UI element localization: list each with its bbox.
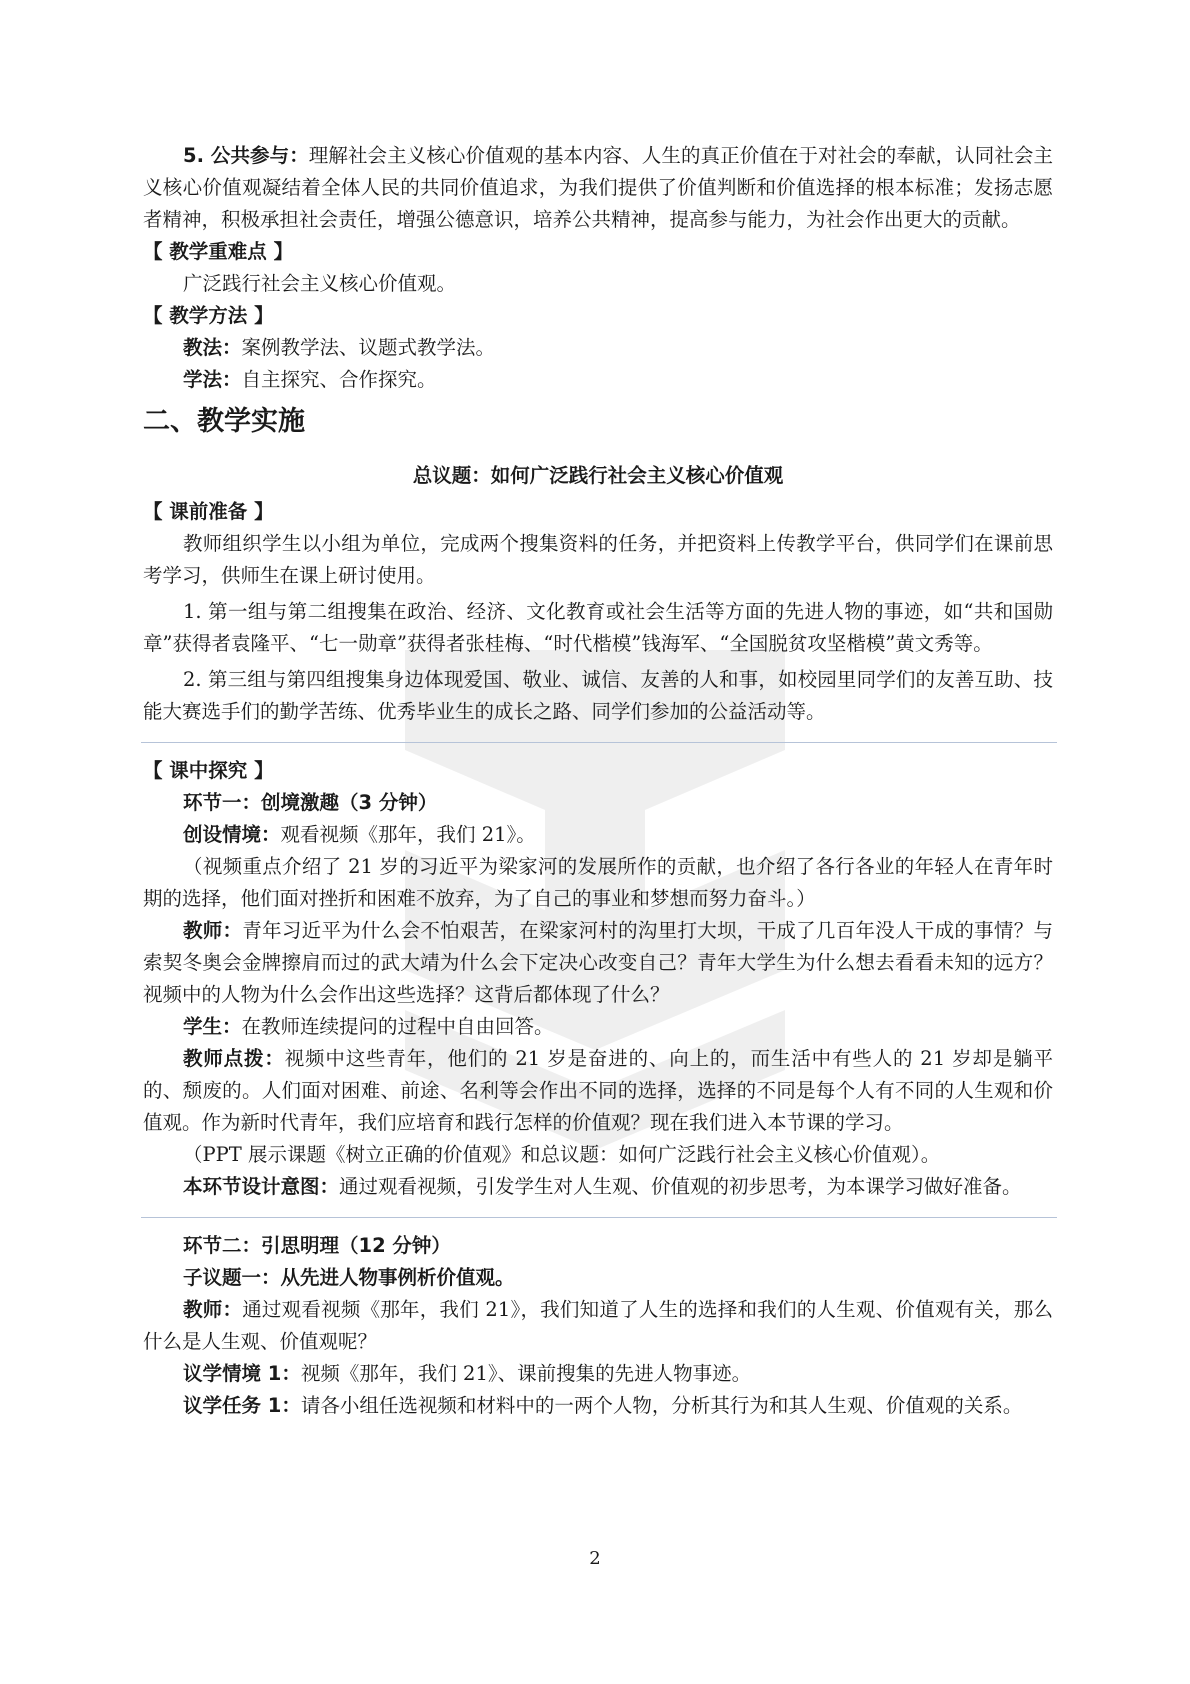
learning-method: 学法：自主探究、合作探究。	[183, 368, 437, 391]
student-answer: 学生：在教师连续提问的过程中自由回答。	[183, 1015, 554, 1038]
section-divider	[141, 742, 1057, 743]
main-topic: 总议题：如何广泛践行社会主义核心价值观	[412, 464, 784, 487]
design-intent: 本环节设计意图：通过观看视频，引发学生对人生观、价值观的初步思考，为本课学习做好准备。	[183, 1175, 1022, 1198]
prep-heading: 【 课前准备 】	[143, 500, 274, 523]
step2-teacher: 教师：通过观看视频《那年，我们 21》，我们知道了人生的选择和我们的人生观、价值观有关，那么什么是人生观、价值观呢？	[143, 1298, 1053, 1353]
inclass-heading: 【 课中探究 】	[143, 759, 274, 782]
teacher-guide: 教师点拨：视频中这些青年，他们的 21 岁是奋进的、向上的，而生活中有些人的 21 岁却是躺平的、颓废的。人们面对困难、前途、名利等会作出不同的选择，选择的不同是每个人有不同的人生观和价值观。作为新时代青年，我们应培育和践行怎样的价值观？现在我们进入本节课的学习。	[143, 1047, 1053, 1134]
ppt-note: （PPT 展示课题《树立正确的价值观》和总议题：如何广泛践行社会主义核心价值观）。	[183, 1143, 941, 1166]
step2-title: 环节二：引思明理（12 分钟）	[183, 1234, 451, 1257]
methods-heading: 【 教学方法 】	[143, 304, 274, 327]
key-points-text: 广泛践行社会主义核心价值观。	[183, 272, 457, 295]
prep-task-1: 1. 第一组与第二组搜集在政治、经济、文化教育或社会生活等方面的先进人物的事迹，如“共和国勋章”获得者袁隆平、“七一勋章”获得者张桂梅、“时代楷模”钱海军、“全国脱贫攻坚楷模”黄文秀等。	[143, 600, 1053, 655]
page-number: 2	[589, 1548, 601, 1569]
video-note: （视频重点介绍了 21 岁的习近平为梁家河的发展所作的贡献，也介绍了各行各业的年轻人在青年时期的选择，他们面对挫折和困难不放弃，为了自己的事业和梦想而努力奋斗。）	[143, 855, 1053, 910]
document-body	[143, 140, 1053, 1422]
section-divider-2	[141, 1217, 1057, 1218]
teacher-question: 教师：青年习近平为什么会不怕艰苦，在梁家河村的沟里打大坝，干成了几百年没人干成的事情？与索契冬奥会金牌擦肩而过的武大靖为什么会下定决心改变自己？青年大学生为什么想去看看未知的远方？视频中的人物为什么会作出这些选择？这背后都体现了什么？	[143, 919, 1053, 1006]
scenario: 创设情境：观看视频《那年，我们 21》。	[183, 823, 536, 846]
prep-task-2: 2. 第三组与第四组搜集身边体现爱国、敬业、诚信、友善的人和事，如校园里同学们的友善互助、技能大赛选手们的勤学苦练、优秀毕业生的成长之路、同学们参加的公益活动等。	[143, 668, 1053, 723]
situation-1: 议学情境 1：视频《那年，我们 21》、课前搜集的先进人物事迹。	[183, 1362, 752, 1385]
task-1: 议学任务 1：请各小组任选视频和材料中的一两个人物，分析其行为和其人生观、价值观的关系。	[183, 1394, 1023, 1417]
step1-title: 环节一：创境激趣（3 分钟）	[183, 791, 438, 814]
section-title: 二、教学实施	[143, 406, 305, 437]
teaching-method: 教法：案例教学法、议题式教学法。	[183, 336, 496, 359]
subtopic-1: 子议题一：从先进人物事例析价值观。	[183, 1266, 515, 1289]
prep-intro: 教师组织学生以小组为单位，完成两个搜集资料的任务，并把资料上传教学平台，供同学们在课前思考学习，供师生在课上研讨使用。	[143, 532, 1053, 587]
objective-5: 5. 公共参与：理解社会主义核心价值观的基本内容、人生的真正价值在于对社会的奉献，认同社会主义核心价值观凝结着全体人民的共同价值追求，为我们提供了价值判断和价值选择的根本标准；发扬志愿者精神，积极承担社会责任，增强公德意识，培养公共精神，提高参与能力，为社会作出更大的贡献。	[143, 144, 1053, 231]
key-points-heading: 【 教学重难点 】	[143, 240, 294, 263]
